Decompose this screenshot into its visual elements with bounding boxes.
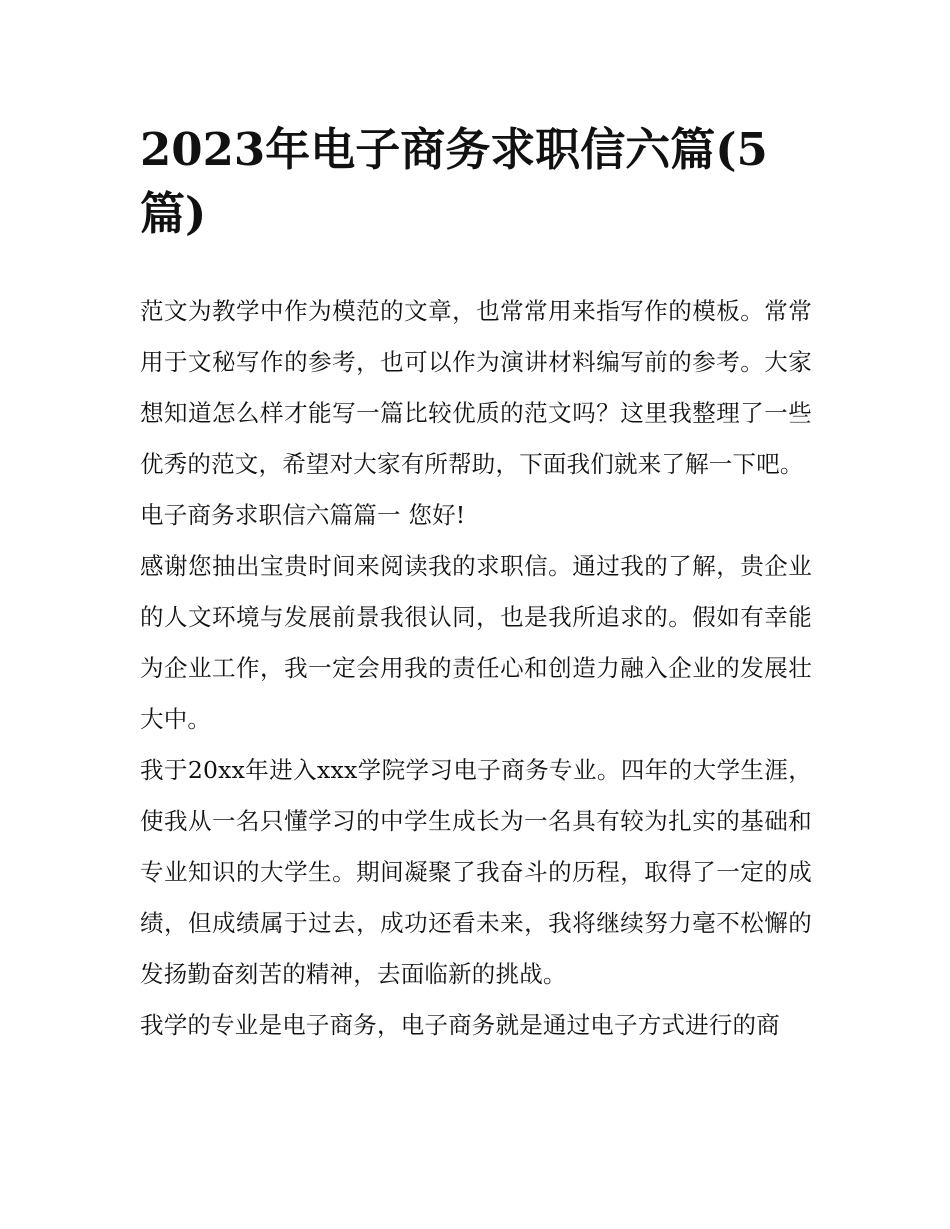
- document-title: 2023年电子商务求职信六篇(5篇): [140, 123, 768, 240]
- paragraph-thanks: 感谢您抽出宝贵时间来阅读我的求职信。通过我的了解，贵企业的人文环境与发展前景我很认同，也是我所追求的。假如有幸能为企业工作，我一定会用我的责任心和创造力融入企业的发展壮大中。: [140, 552, 812, 733]
- paragraph-section-heading: 电子商务求职信六篇篇一 您好!: [140, 501, 466, 529]
- document-page: [140, 118, 812, 1051]
- title-spacer: [140, 246, 812, 286]
- paragraph-education: 我于20xx年进入xxx学院学习电子商务专业。四年的大学生涯，使我从一名只懂学习的中学生成长为一名具有较为扎实的基础和专业知识的大学生。期间凝聚了我奋斗的历程，取得了一定的成绩，但成绩属于过去，成功还看未来，我将继续努力毫不松懈的发扬勤奋刻苦的精神，去面临新的挑战。: [140, 756, 812, 988]
- paragraph-major: 我学的专业是电子商务，电子商务就是通过电子方式进行的商: [140, 1011, 780, 1039]
- paragraph-intro: 范文为教学中作为模范的文章，也常常用来指写作的模板。常常用于文秘写作的参考，也可以作为演讲材料编写前的参考。大家想知道怎么样才能写一篇比较优质的范文吗？这里我整理了一些优秀的范文，希望对大家有所帮助，下面我们就来了解一下吧。: [140, 297, 812, 478]
